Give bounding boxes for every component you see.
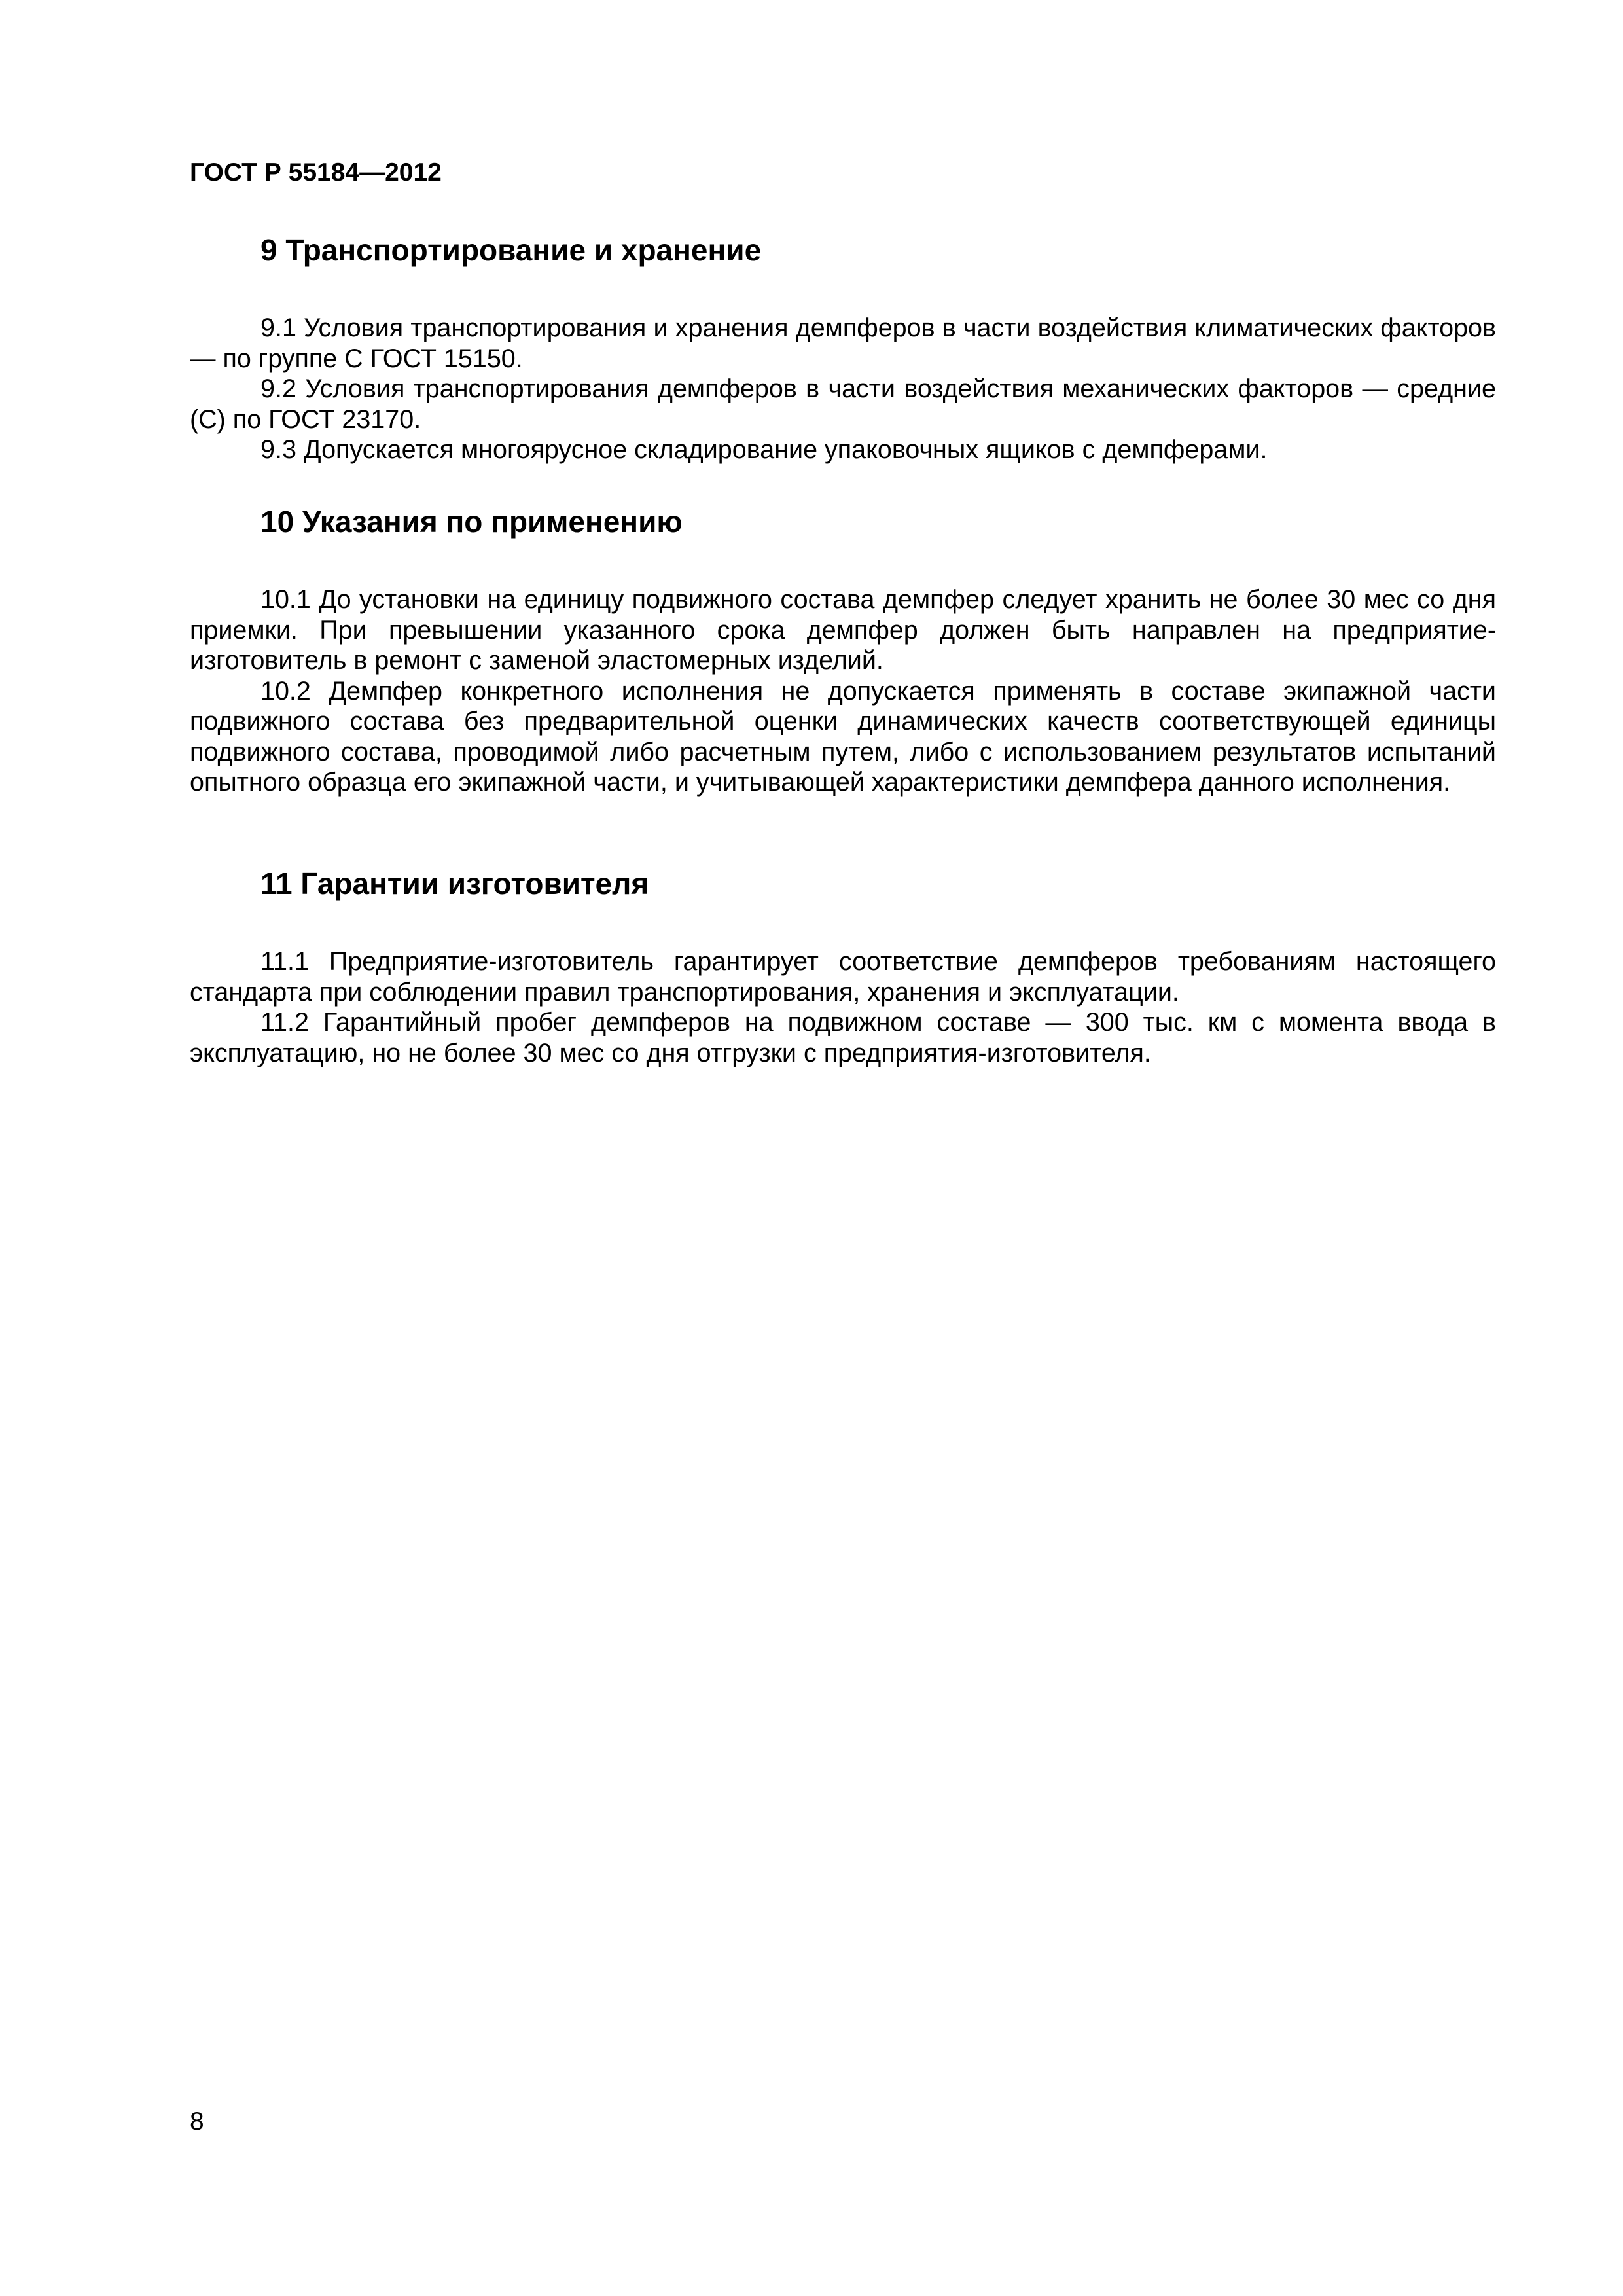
paragraph-10-2: 10.2 Демпфер конкретного исполнения не допускается применять в составе экипажной части подвижного состава без предварительной оценки динамических качеств соответствующей единицы подвижного состава, проводимой либо расчетным путем, либо с использованием результатов испытаний опытного образца его экипажной части, и учитывающей характеристики демпфера данного исполнения.: [190, 676, 1496, 797]
paragraph-10-1: 10.1 До установки на единицу подвижного состава демпфер следует хранить не более 30 мес со дня приемки. При превышении указанного срока демпфер должен быть направлен на предприятие-изготовитель в ремонт с заменой эластомерных изделий.: [190, 585, 1496, 675]
page-number: 8: [190, 2108, 204, 2136]
paragraph-11-2: 11.2 Гарантийный пробег демпферов на подвижном составе — 300 тыс. км с момента ввода в эксплуатацию, но не более 30 мес со дня отгрузки с предприятия-изготовителя.: [190, 1008, 1496, 1067]
paragraph-9-1: 9.1 Условия транспортирования и хранения демпферов в части воздействия климатических факторов — по группе С ГОСТ 15150.: [190, 314, 1496, 373]
section-9-transport-storage: [190, 232, 1496, 465]
paragraph-9-2: 9.2 Условия транспортирования демпферов в части воздействия механических факторов — средние (С) по ГОСТ 23170.: [190, 374, 1496, 434]
section-10-application: [190, 503, 1496, 798]
section-heading: 11 Гарантии изготовителя: [260, 867, 649, 901]
paragraph-11-1: 11.1 Предприятие-изготовитель гарантирует соответствие демпферов требованиям настоящего стандарта при соблюдении правил транспортирования, хранения и эксплуатации.: [190, 947, 1496, 1007]
section-heading: 10 Указания по применению: [260, 505, 683, 539]
section-11-warranty: [190, 865, 1496, 1068]
section-heading: 9 Транспортирование и хранение: [260, 233, 762, 267]
document-code: ГОСТ Р 55184—2012: [190, 158, 442, 187]
paragraph-9-3: 9.3 Допускается многоярусное складирование упаковочных ящиков с демпферами.: [260, 435, 1268, 464]
